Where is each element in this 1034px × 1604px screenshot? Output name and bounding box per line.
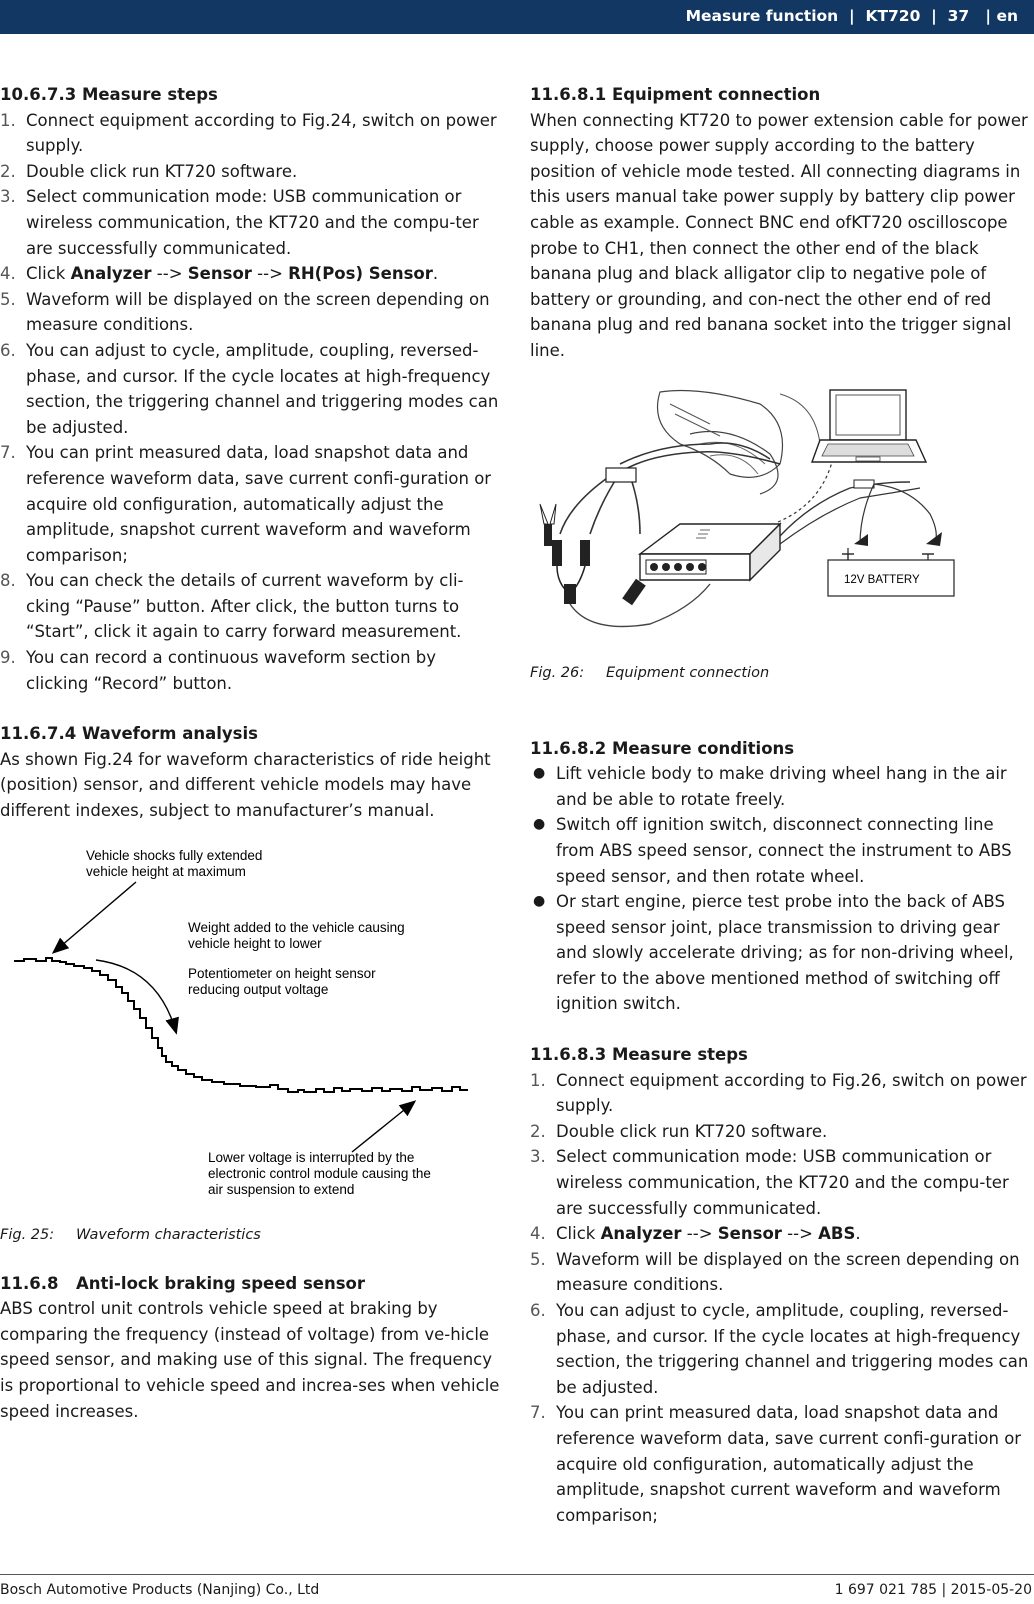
- caption-number: Fig. 26:: [530, 664, 585, 681]
- menu-path-rh-pos-sensor: RH(Pos) Sensor: [288, 264, 433, 284]
- item-number: 5.: [530, 1249, 546, 1269]
- list-item: [0, 287, 500, 338]
- item-number: 2.: [0, 161, 16, 181]
- section-title-waveform-analysis: 11.6.7.4 Waveform analysis: [0, 724, 258, 744]
- list-item: [0, 645, 500, 696]
- waveform-analysis-text: As shown Fig.24 for waveform characteristics of ride height (position) sensor, and different vehicle models may have different indexes, subject to manufacturer’s manual.: [0, 749, 491, 821]
- list-item: [0, 338, 500, 440]
- page-header-text: Measure function | KT720 | 37 | en: [685, 7, 1018, 25]
- measure-steps-list: [0, 108, 500, 697]
- annotation-text: vehicle height to lower: [188, 935, 322, 951]
- footer-doc-number: 1 697 021 785 | 2015-05-20: [834, 1582, 1032, 1598]
- equipment-connection-text: When connecting KT720 to power extension cable for power supply, choose power supply according to the battery position of vehicle mode tested. All connecting diagrams in this users manual take power supply by battery clip power cable as example. Connect BNC end ofKT720 oscilloscope probe to CH1, then connect the other end of the black banana plug and black alligator clip to negative pole of battery or grounding, and con-nect the other end of red banana plug and red banana socket into the trigger signal line.: [530, 110, 1028, 360]
- left-column: [0, 82, 500, 1424]
- measure-conditions-list: [530, 761, 1030, 1017]
- list-item: [530, 812, 1030, 889]
- bullet-icon: ●: [533, 765, 546, 782]
- menu-path-abs: ABS: [818, 1224, 856, 1244]
- item-text: You can print measured data, load snapshot data and reference waveform data, save current confi-guration or acquire old configuration, automatically adjust the amplitude, snapshot current waveform and waveform comparison;: [26, 443, 492, 565]
- bullet-icon: ●: [533, 893, 546, 910]
- section-number: 11.6.8: [0, 1273, 59, 1293]
- item-number: 4.: [530, 1224, 546, 1244]
- fuse-holder: [854, 480, 874, 488]
- abs-sensor-text: ABS control unit controls vehicle speed at braking by comparing the frequency (instead of voltage) from ve-hicle speed sensor, and making use of this signal. The frequency is proportional to vehicle speed and increa-ses when vehicle speed increases.: [0, 1299, 500, 1421]
- battery-label: 12V BATTERY: [844, 573, 920, 586]
- probe-plug-icon: [552, 540, 590, 604]
- item-text: You can print measured data, load snapshot data and reference waveform data, save current confi-guration or acquire old configuration, automatically adjust the amplitude, snapshot current waveform and waveform comparison;: [556, 1403, 1022, 1525]
- figure-26-caption: [530, 662, 1030, 684]
- list-item: [0, 440, 500, 568]
- path-arrow: -->: [251, 264, 289, 284]
- item-text: Select communication mode: USB communication or wireless communication, the KT720 and the compu-ter are successfully communicated.: [26, 187, 479, 258]
- item-number: 8.: [0, 571, 16, 591]
- item-number: 7.: [0, 443, 16, 463]
- item-text: Waveform will be displayed on the screen depending on measure conditions.: [26, 289, 490, 335]
- kt720-device-icon: [640, 524, 780, 580]
- item-text: Click: [556, 1224, 601, 1244]
- figure-25-caption: [0, 1224, 500, 1246]
- bnc-connector-icon: [622, 578, 646, 605]
- annotation-text: Potentiometer on height sensor: [188, 965, 376, 981]
- list-item: [0, 568, 500, 645]
- list-item: [530, 761, 1030, 812]
- section-title-measure-steps-2: 11.6.8.3 Measure steps: [530, 1045, 748, 1065]
- item-text: Double click run KT720 software.: [26, 161, 298, 181]
- measure-steps-list-2: [530, 1068, 1030, 1529]
- list-item: [530, 1119, 1030, 1145]
- footer-divider: [0, 1574, 1034, 1575]
- section-title-measure-steps: 10.6.7.3 Measure steps: [0, 85, 218, 104]
- item-text: You can record a continuous waveform section by clicking “Record” button.: [26, 648, 437, 693]
- annotation-text: air suspension to extend: [208, 1181, 355, 1197]
- list-item: [530, 1247, 1030, 1298]
- menu-path-sensor: Sensor: [187, 264, 252, 284]
- item-number: 3.: [0, 187, 16, 207]
- menu-path-sensor: Sensor: [717, 1224, 782, 1244]
- annotation-text: Weight added to the vehicle causing: [188, 919, 405, 935]
- list-item: [0, 108, 500, 159]
- laptop-icon: [812, 390, 926, 462]
- item-text: Click: [26, 264, 71, 284]
- engine-sketch: [658, 390, 783, 477]
- list-item: [530, 1068, 1030, 1119]
- page-header-bar: [0, 0, 1034, 34]
- right-column: [530, 82, 1030, 1528]
- caption-text: Waveform characteristics: [76, 1226, 261, 1243]
- item-text: You can adjust to cycle, amplitude, coupling, reversed-phase, and cursor. If the cycle locates at high-frequency section, the triggering channel and triggering modes can be adjusted.: [26, 340, 499, 437]
- item-text: Connect equipment according to Fig.26, switch on power supply.: [556, 1070, 1027, 1116]
- item-number: 3.: [530, 1147, 546, 1167]
- list-item: [0, 261, 500, 287]
- item-text: You can check the details of current waveform by cli-cking “Pause” button. After click, the button turns to “Start”, click it again to carry forward measurement.: [26, 571, 464, 642]
- item-text: Switch off ignition switch, disconnect connecting line from ABS speed sensor, connect the instrument to ABS speed sensor, and then rotate wheel.: [556, 815, 1012, 886]
- item-text: Waveform will be displayed on the screen depending on measure conditions.: [556, 1249, 1020, 1295]
- engine-sketch: [780, 394, 820, 444]
- item-text: Lift vehicle body to make driving wheel hang in the air and be able to rotate freely.: [556, 764, 1007, 809]
- item-number: 4.: [0, 264, 16, 284]
- item-number: 1.: [0, 110, 16, 130]
- section-title-text: Anti-lock braking speed sensor: [76, 1273, 366, 1293]
- figure-26: [530, 384, 1030, 684]
- list-item: [530, 1400, 1030, 1528]
- path-arrow: -->: [681, 1224, 718, 1244]
- annotation-text: Vehicle shocks fully extended: [86, 847, 263, 863]
- list-item: [530, 1221, 1030, 1247]
- caption-text: Equipment connection: [606, 664, 770, 681]
- waveform-figure: [0, 840, 480, 1210]
- annotation-text: vehicle height at maximum: [86, 863, 246, 879]
- item-text: .: [432, 264, 439, 284]
- item-number: 2.: [530, 1121, 546, 1141]
- item-number: 7.: [530, 1403, 546, 1423]
- annotation-arrow: [96, 960, 176, 1032]
- item-number: 9.: [0, 648, 16, 668]
- figure-25: [0, 840, 500, 1246]
- list-item: [0, 159, 500, 185]
- list-item: [530, 1298, 1030, 1400]
- engine-sketch: [710, 454, 758, 473]
- annotation-text: electronic control module causing the: [208, 1165, 431, 1181]
- alligator-clip-icon: [540, 504, 556, 546]
- list-item: [530, 1144, 1030, 1221]
- item-number: 1.: [530, 1070, 546, 1090]
- bullet-icon: ●: [533, 816, 546, 833]
- path-arrow: -->: [781, 1224, 819, 1244]
- equipment-connection-figure: [530, 384, 1010, 644]
- item-text: You can adjust to cycle, amplitude, coupling, reversed-phase, and cursor. If the cycle locates at high-frequency section, the triggering channel and triggering modes can be adjusted.: [556, 1301, 1029, 1397]
- alligator-clip-icon: [854, 534, 868, 546]
- list-item: [530, 889, 1030, 1017]
- list-item: [0, 184, 500, 261]
- probe-cable: [630, 476, 640, 534]
- section-title-measure-conditions: 11.6.8.2 Measure conditions: [530, 738, 795, 758]
- caption-number: Fig. 25:: [0, 1226, 55, 1243]
- footer-company: Bosch Automotive Products (Nanjing) Co., Ltd: [0, 1582, 320, 1598]
- item-number: 6.: [0, 340, 16, 360]
- annotation-text: reducing output voltage: [188, 981, 329, 997]
- section-title-equipment-connection: 11.6.8.1 Equipment connection: [530, 85, 821, 104]
- annotation-text: Lower voltage is interrupted by the: [208, 1149, 415, 1165]
- menu-path-analyzer: Analyzer: [600, 1224, 682, 1244]
- section-title-abs-sensor: [0, 1271, 500, 1297]
- power-cable: [874, 484, 936, 544]
- connector-block: [606, 468, 636, 482]
- power-cable: [780, 482, 910, 536]
- item-number: 5.: [0, 289, 16, 309]
- item-text: Select communication mode: USB communication or wireless communication, the KT720 and the compu-ter are successfully communicated.: [556, 1147, 1009, 1218]
- battery-icon: [828, 548, 954, 596]
- item-text: Connect equipment according to Fig.24, switch on power supply.: [26, 110, 497, 156]
- menu-path-analyzer: Analyzer: [70, 264, 152, 284]
- probe-cable: [590, 476, 618, 534]
- item-text: Double click run KT720 software.: [556, 1121, 828, 1141]
- path-arrow: -->: [151, 264, 188, 284]
- alligator-clip-icon: [926, 532, 942, 546]
- item-number: 6.: [530, 1301, 546, 1320]
- annotation-arrow: [54, 882, 136, 952]
- annotation-arrow: [352, 1102, 414, 1152]
- item-text: .: [855, 1224, 861, 1244]
- item-text: Or start engine, pierce test probe into the back of ABS speed sensor joint, place transmission to driving gear and slowly accelerate driving; as for non-driving wheel, refer to the above mentioned method of switching off ignition switch.: [556, 892, 1014, 1014]
- engine-sketch: [690, 431, 778, 494]
